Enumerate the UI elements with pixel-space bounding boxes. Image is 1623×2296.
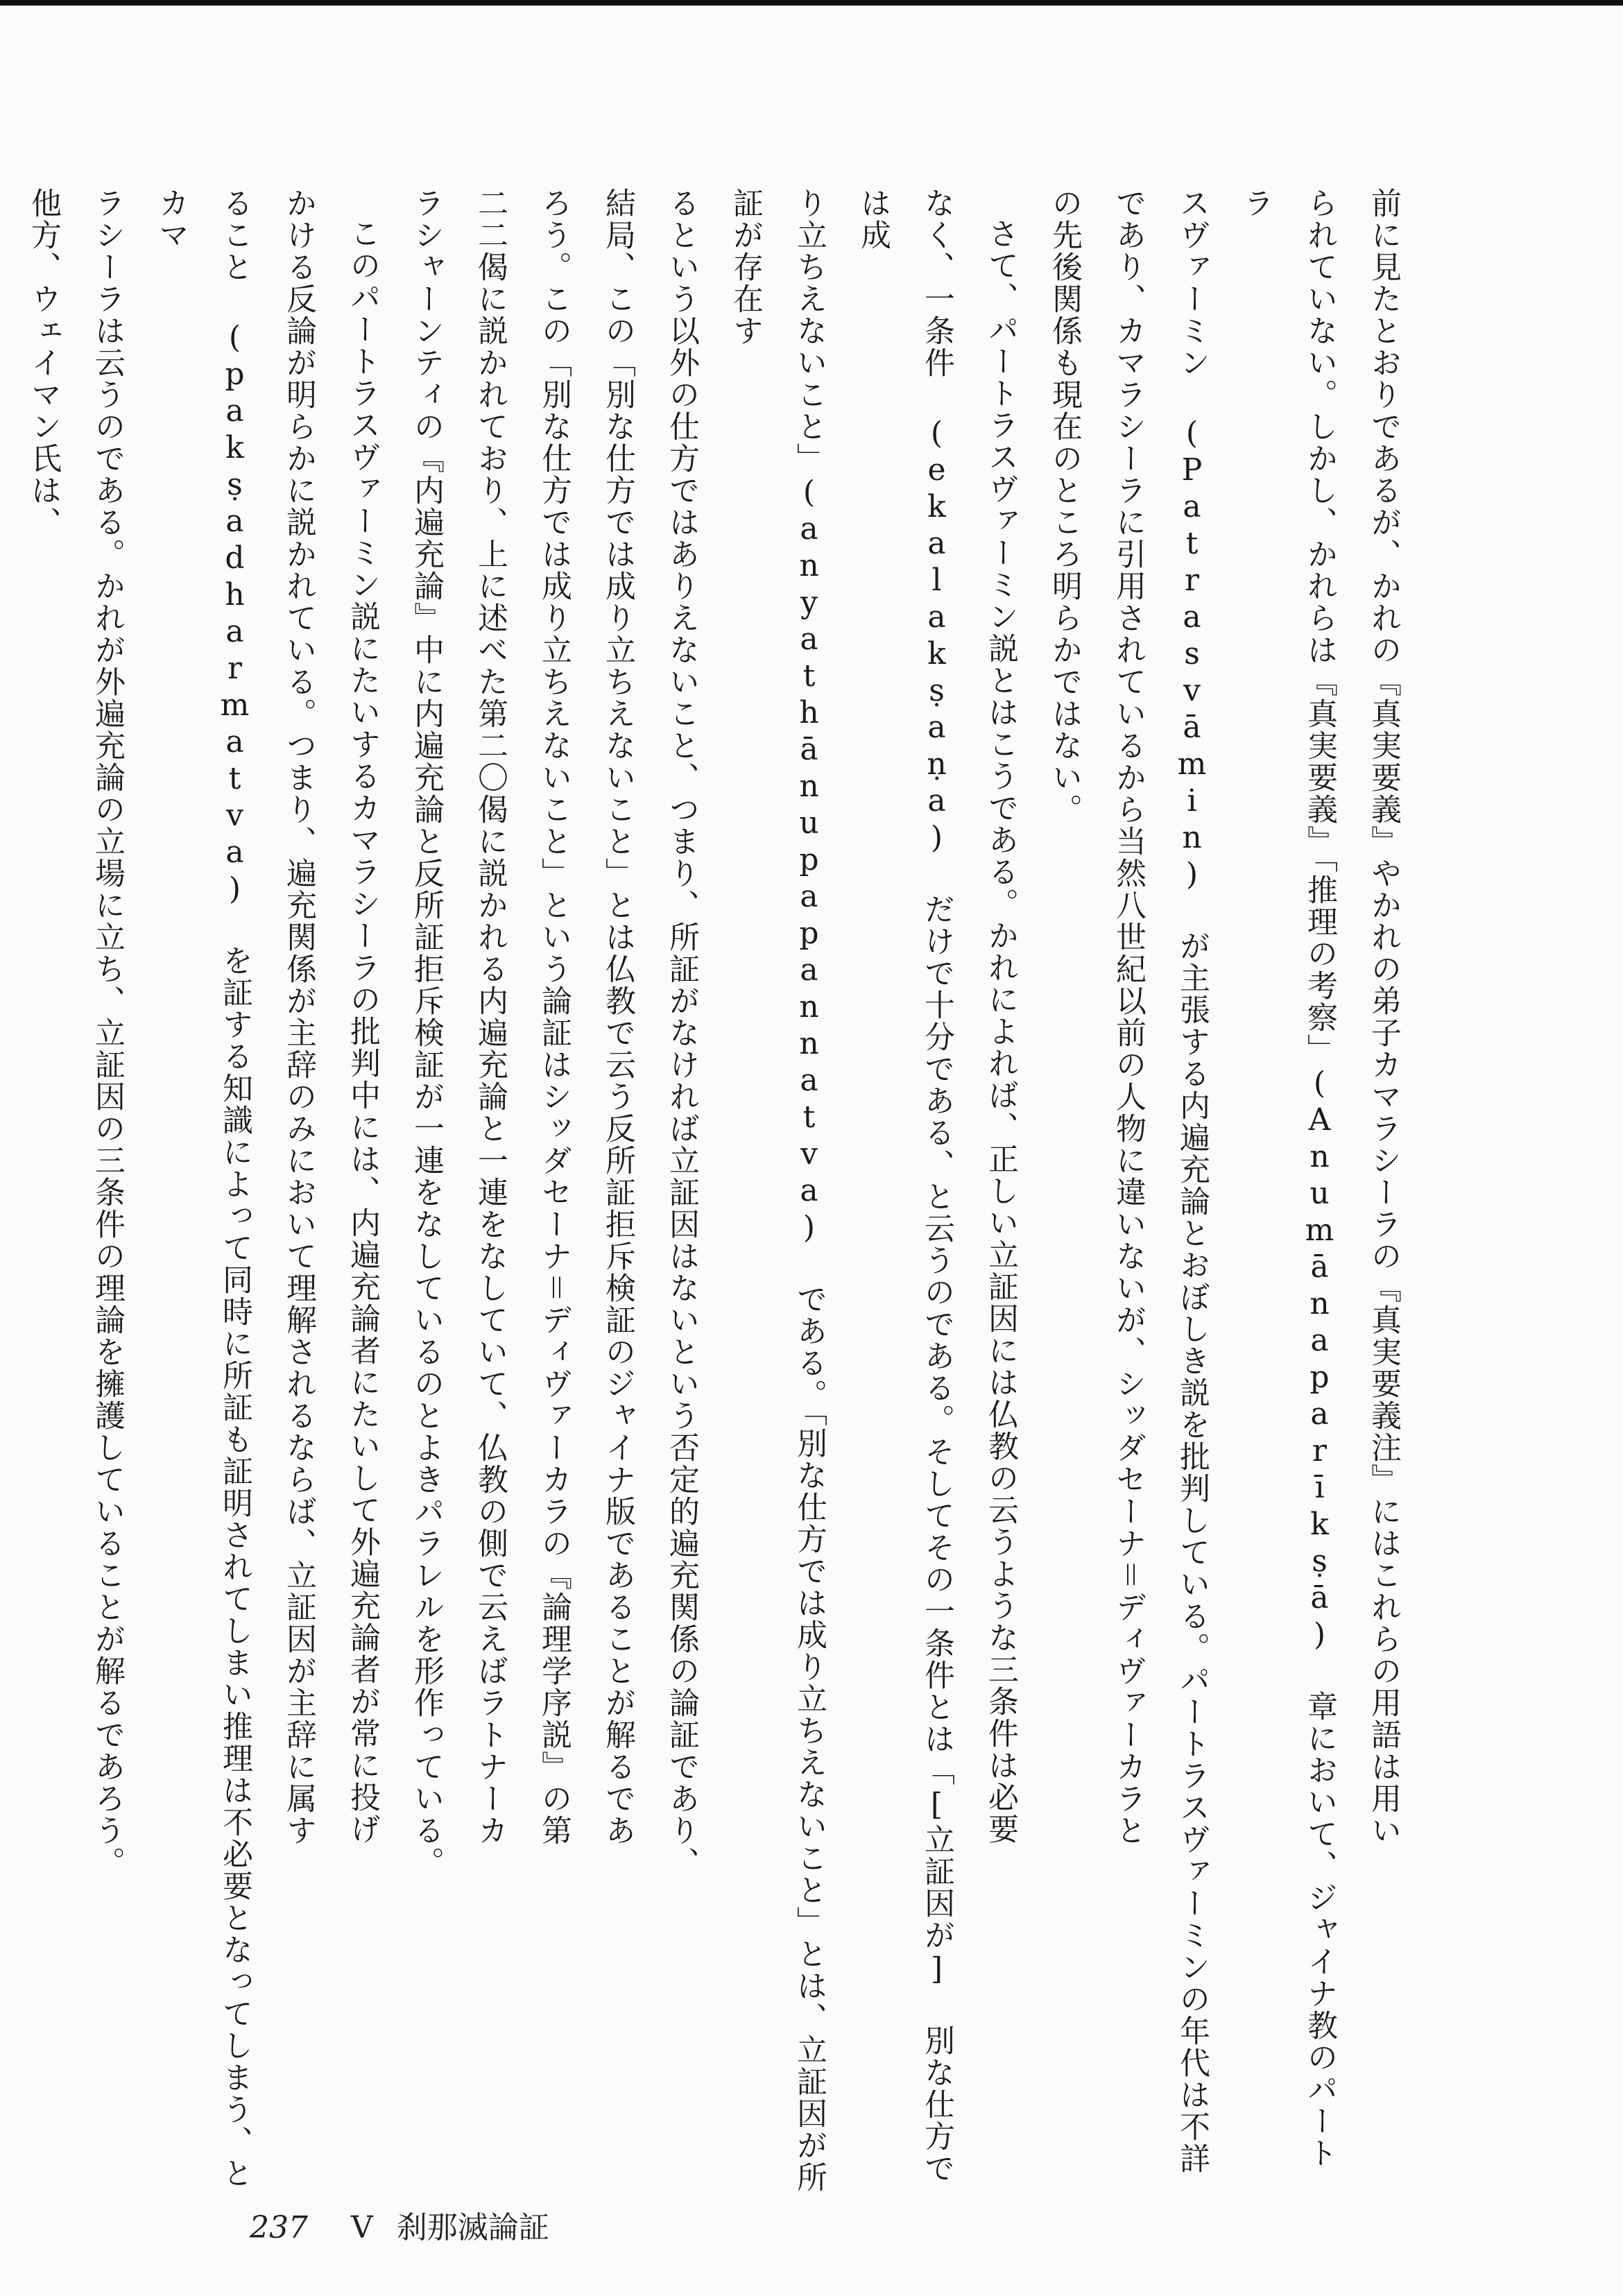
text-line: ろう。この「別な仕方では成り立ちえないこと」という論証はシッダセーナ＝ディヴァーカラの『論理学序説』の第	[536, 187, 572, 1847]
text-line: ラシャーンティの『内遍充論』中に内遍充論と反所証拒斥検証が一連をなしているのとよきパラレルを形作っている。	[409, 187, 444, 1878]
text-line: であり、カマラシーラに引用されているから当然八世紀以前の人物に違いないが、シッダセーナ＝ディヴァーカラと	[1110, 187, 1146, 1847]
text-line: さて、パートラスヴァーミン説とはこうである。かれによれば、正しい立証因には仏教の云うような三条件は必要	[983, 218, 1018, 1845]
text-line: かける反論が明らかに説かれている。つまり、遍充関係が主辞のみにおいて理解されるならば、立証因が主辞に属す	[281, 187, 316, 1847]
text-line: 結局、この「別な仕方では成り立ちえないこと」とは仏教で云う反所証拒斥検証のジャイナ版であることが解るであ	[600, 187, 635, 1847]
text-line: なく、一条件 (ekalakṣaṇa) だけで十分である、と云うのである。そしてその一条件とは「[立証因が] 別な仕方では成	[855, 187, 954, 2184]
chapter-numeral: V	[350, 2210, 373, 2245]
scan-edge	[0, 0, 1623, 6]
text-line: このパートラスヴァーミン説にたいするカマラシーラの批判中には、内遍充論者にたいして外遍充論者が常に投げ	[345, 218, 380, 1845]
text-line: スヴァーミン (Patrasvāmin) が主張する内遍充論とおぼしき説を批判している。パートラスヴァーミンの年代は不詳	[1174, 187, 1210, 2175]
body-text	[26, 187, 1415, 2199]
text-line: ラシーラは云うのである。かれが外遍充論の立場に立ち、立証因の三条件の理論を擁護していることが解るであろう。	[89, 187, 125, 1878]
text-line: の先後関係も現在のところ明らかではない。	[1047, 187, 1082, 825]
page-footer	[250, 2202, 549, 2247]
page-number: 237	[250, 2210, 308, 2245]
text-line: り立ちえないこと」(anyathānupapannatva) である。「別な仕方では成り立ちえないこと」とは、立証因が所証が存在す	[728, 187, 827, 2193]
text-line: 他方、ウェイマン氏は、	[26, 187, 61, 538]
text-line: ること (pakṣadharmatva) を証する知識によって同時に所証も証明されてしまい推理は不必要となってしまう、とカマ	[153, 187, 252, 2189]
chapter-title: 刹那滅論証	[396, 2210, 549, 2245]
text-line: 二二偈に説かれており、上に述べた第二〇偈に説かれる内遍充論と一連をなしていて、仏教の側で云えばラトナーカ	[472, 187, 508, 1847]
text-line: 前に見たとおりであるが、かれの『真実要義』やかれの弟子カマラシーラの『真実要義注』にはこれらの用語は用い	[1366, 187, 1401, 1847]
text-line: られていない。しかし、かれらは『真実要義』「推理の考察」(Anumānaparīkṣā) 章において、ジャイナ教のパートラ	[1238, 187, 1337, 2169]
text-line: るという以外の仕方ではありえないこと、つまり、所証がなければ立証因はないという否定的遍充関係の論証であり、	[664, 187, 699, 1878]
